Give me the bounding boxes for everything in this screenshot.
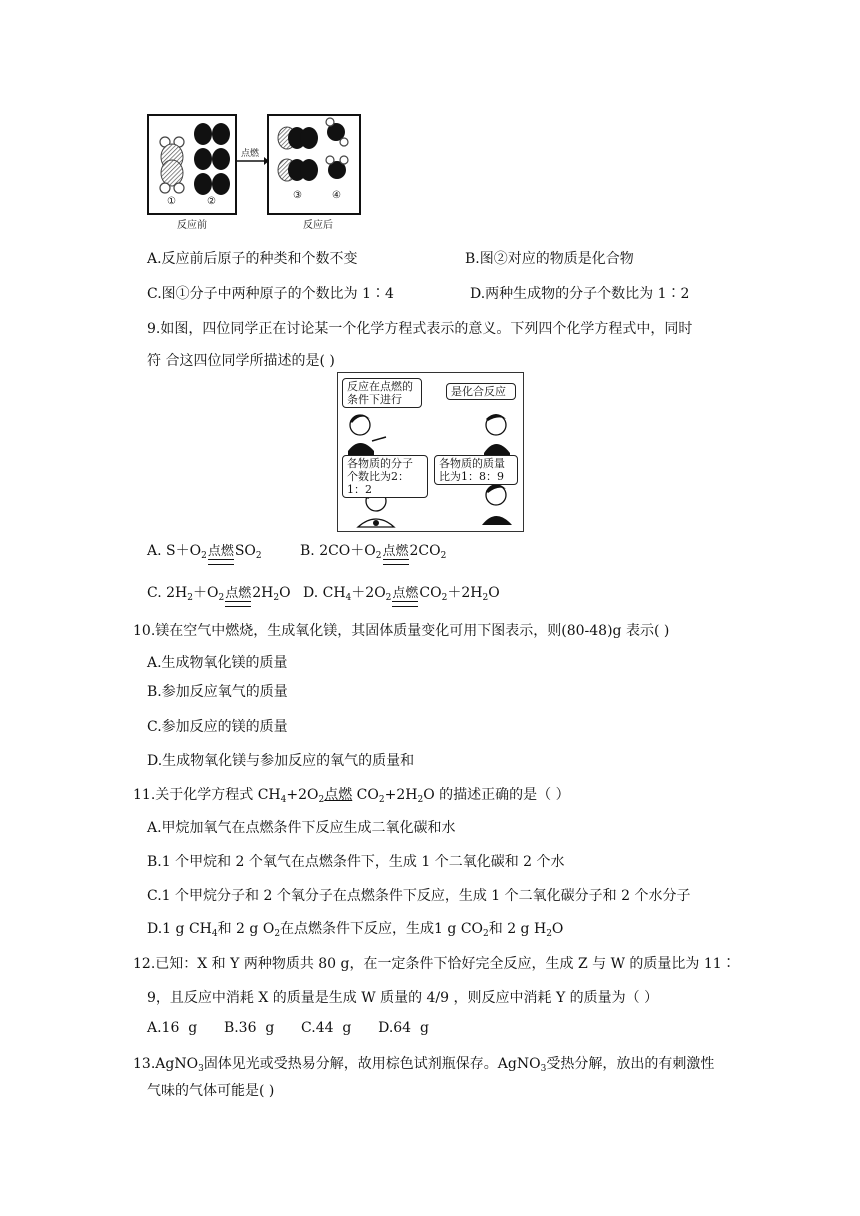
q9-stem-line1: 9.如图，四位同学正在讨论某一个化学方程式表示的意义。下列四个化学方程式中，同时: [147, 321, 693, 337]
bubble-bottom-left: 各物质的分子个数比为2：1：2: [342, 455, 428, 498]
reaction-diagram: [147, 114, 362, 232]
q8-option-d: D.两种生成物的分子个数比为 1∶2: [470, 286, 690, 302]
reaction-condition: 点燃: [383, 545, 409, 565]
caption-before: 反应前: [177, 220, 207, 231]
q10-stem: 10.镁在空气中燃烧，生成氧化镁，其固体质量变化可用下图表示，则(80-48)g 表示( ): [133, 623, 670, 639]
reaction-condition: 点燃: [324, 787, 353, 803]
bubble-top-left: 反应在点燃的条件下进行: [342, 378, 422, 408]
q11-option-b: B.1 个甲烷和 2 个氧气在点燃条件下，生成 1 个二氧化碳和 2 个水: [147, 854, 565, 870]
reaction-figure: [147, 114, 362, 232]
q11-option-d: D.1 g $CH_4$和 2 g $O_2$在点燃条件下反应，生成1 g $CO_2$和 2 g $H_2O$: [147, 921, 564, 939]
arrow-label: 点燃: [241, 149, 260, 159]
q8-option-c: C.图①分子中两种原子的个数比为 1∶4: [147, 286, 394, 302]
q9-stem-line2: 符 合这四位同学所描述的是( ): [147, 353, 335, 369]
students-discussion-figure: [337, 372, 524, 532]
q11-option-c: C.1 个甲烷分子和 2 个氧分子在点燃条件下反应，生成 1 个二氧化碳分子和 2 个水分子: [147, 888, 691, 904]
q13-line2: 气味的气体可能是( ): [147, 1083, 275, 1099]
q10-option-b: B.参加反应氧气的质量: [147, 684, 288, 700]
reaction-condition: 点燃: [208, 545, 234, 565]
q9-option-b: B. $2CO+O_2$ 点燃 $2CO_2$: [300, 540, 446, 565]
bubble-top-right: 是化合反应: [446, 383, 516, 400]
reaction-condition: 点燃: [225, 587, 251, 607]
reaction-condition: 点燃: [392, 587, 418, 607]
q9-option-a: A. $S+O_2$ 点燃 $SO_2$: [147, 540, 262, 565]
label-4: ④: [332, 190, 341, 201]
label-1: ①: [167, 196, 176, 207]
q12-line1: 12.已知：X 和 Y 两种物质共 80 g，在一定条件下恰好完全反应，生成 Z 与 W 的质量比为 11∶: [133, 956, 736, 972]
q9-option-d: D. $CH_4+2O_2$ 点燃 $CO_2+2H_2O$: [303, 582, 500, 607]
bubble-bottom-right: 各物质的质量比为1：8：9: [434, 455, 518, 485]
q11-option-a: A.甲烷加氧气在点燃条件下反应生成二氧化碳和水: [147, 820, 456, 836]
q12-options: A.16 g B.36 g C.44 g D.64 g: [147, 1020, 429, 1036]
q9-option-c: C. $2H_2+O_2$ 点燃 $2H_2O$: [147, 582, 291, 607]
q8-option-a: A.反应前后原子的种类和个数不变: [147, 251, 358, 267]
q10-option-a: A.生成物氧化镁的质量: [147, 655, 288, 671]
q8-option-b: B.图②对应的物质是化合物: [465, 251, 634, 267]
caption-after: 反应后: [303, 220, 333, 231]
label-3: ③: [293, 190, 302, 201]
q12-line2: 9，且反应中消耗 X 的质量是生成 W 质量的 4/9 ，则反应中消耗 Y 的质量为（ ）: [147, 990, 659, 1006]
label-2: ②: [207, 196, 216, 207]
q11-stem: 11.关于化学方程式 $CH_4+2O_2$点燃 $CO_2+2H_2O$ 的描述正确的是（ ）: [133, 787, 570, 805]
q10-option-c: C.参加反应的镁的质量: [147, 719, 288, 735]
q13-line1: 13.AgNO$_3$固体见光或受热易分解，故用棕色试剂瓶保存。AgNO$_3$受热分解，放出的有刺激性: [133, 1056, 715, 1074]
q10-option-d: D.生成物氧化镁与参加反应的氧气的质量和: [147, 753, 415, 769]
